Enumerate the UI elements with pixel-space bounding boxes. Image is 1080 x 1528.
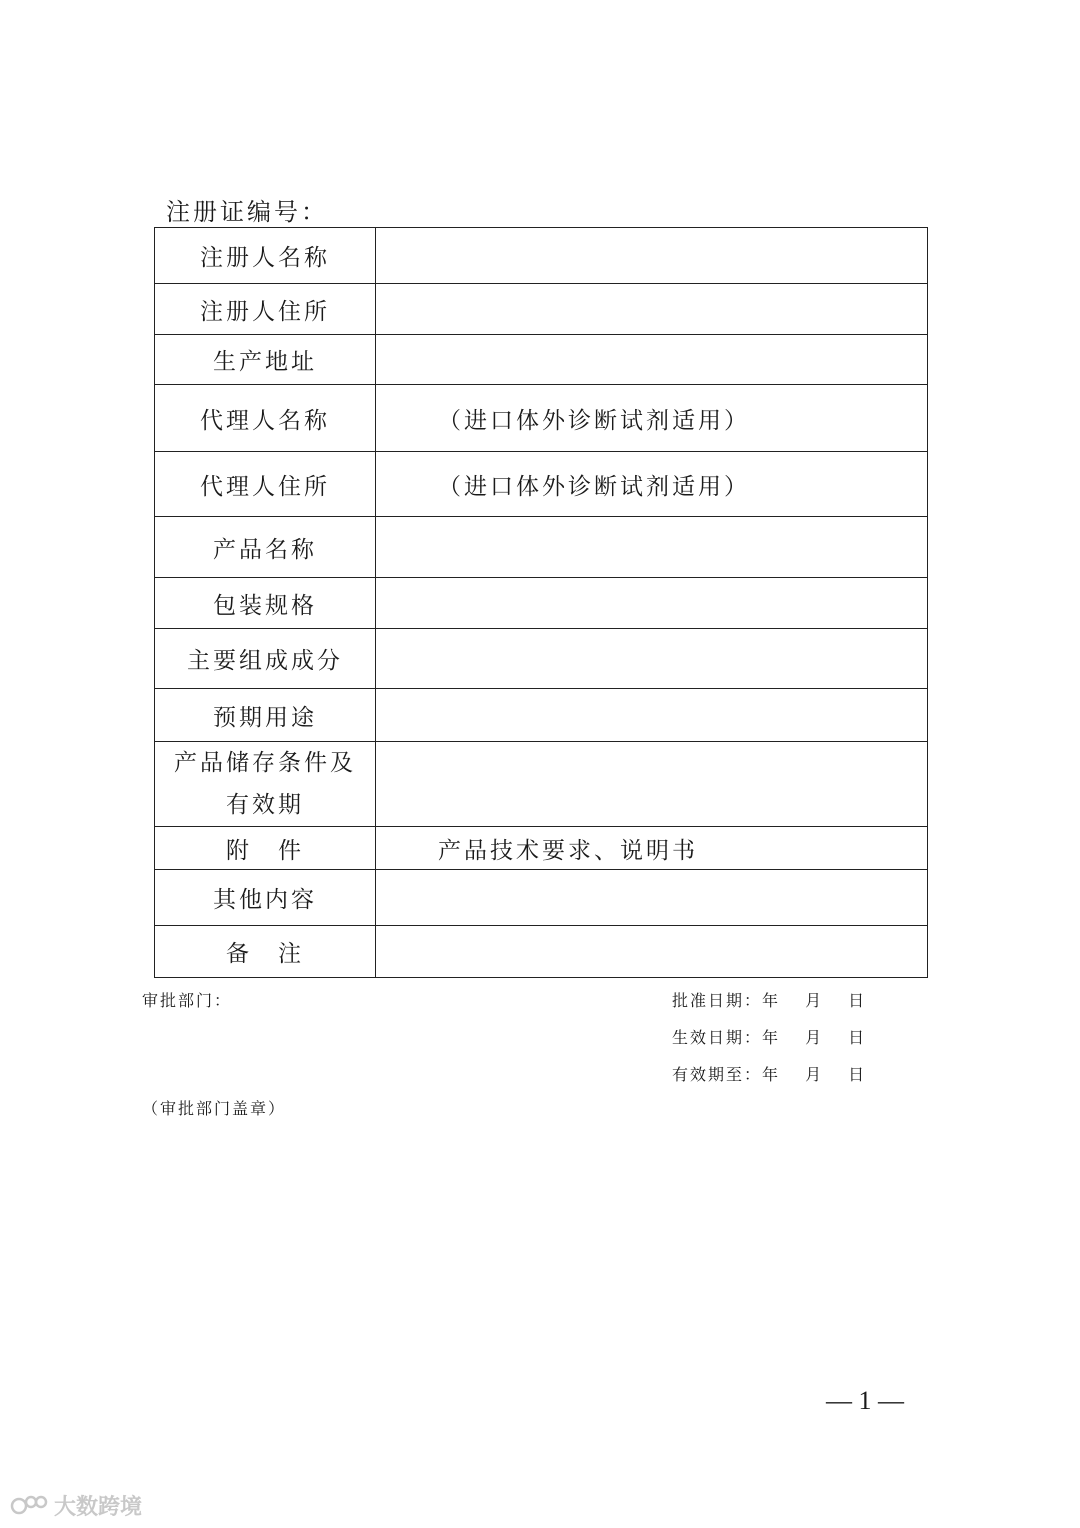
watermark [10,1490,142,1521]
row-label: 预期用途 [155,689,376,742]
table-row [155,870,928,926]
page-number: — 1 — [826,1386,904,1415]
effective-date: 生效日期：年 月 日 [672,1028,867,1047]
table-row [155,578,928,629]
registration-form-table [154,227,928,978]
row-label: 代理人住所 [155,452,376,517]
row-label: 备 注 [155,926,376,978]
stamp-note: （审批部门盖章） [142,1099,287,1118]
table-row [155,335,928,385]
row-label: 包装规格 [155,578,376,629]
row-value [376,629,928,689]
row-value [376,689,928,742]
row-label [155,742,376,827]
valid-until-date: 有效期至：年 月 日 [672,1065,867,1084]
table-row [155,517,928,578]
table-row [155,385,928,452]
row-value [376,284,928,335]
watermark-text: 大数跨境 [54,1495,143,1520]
approval-date: 批准日期：年 月 日 [672,991,867,1010]
row-value [376,578,928,629]
row-label: 注册人名称 [155,228,376,284]
table-row [155,629,928,689]
row-value [376,827,928,870]
row-label: 生产地址 [155,335,376,385]
row-value [376,517,928,578]
row-value [376,228,928,284]
row-label: 主要组成成分 [155,629,376,689]
row-value-text: 产品技术要求、说明书 [438,837,698,864]
row-label-line: 产品储存条件及 [174,750,356,776]
row-label: 代理人名称 [155,385,376,452]
watermark-logo-icon [10,1493,50,1519]
row-value [376,385,928,452]
approval-department-label: 审批部门： [142,991,233,1010]
row-value [376,452,928,517]
row-label: 附 件 [155,827,376,870]
row-value-text: （进口体外诊断试剂适用） [438,407,750,434]
row-value [376,870,928,926]
table-row [155,926,928,978]
table-row [155,742,928,827]
row-label: 产品名称 [155,517,376,578]
row-value-text: （进口体外诊断试剂适用） [438,473,750,500]
row-label: 注册人住所 [155,284,376,335]
row-value [376,335,928,385]
row-label: 其他内容 [155,870,376,926]
table-row [155,689,928,742]
table-row [155,452,928,517]
row-value [376,742,928,827]
table-row [155,284,928,335]
row-value [376,926,928,978]
table-row [155,228,928,284]
table-row [155,827,928,870]
registration-number-label: 注册证编号： [166,198,328,226]
row-label-line: 有效期 [226,792,304,818]
